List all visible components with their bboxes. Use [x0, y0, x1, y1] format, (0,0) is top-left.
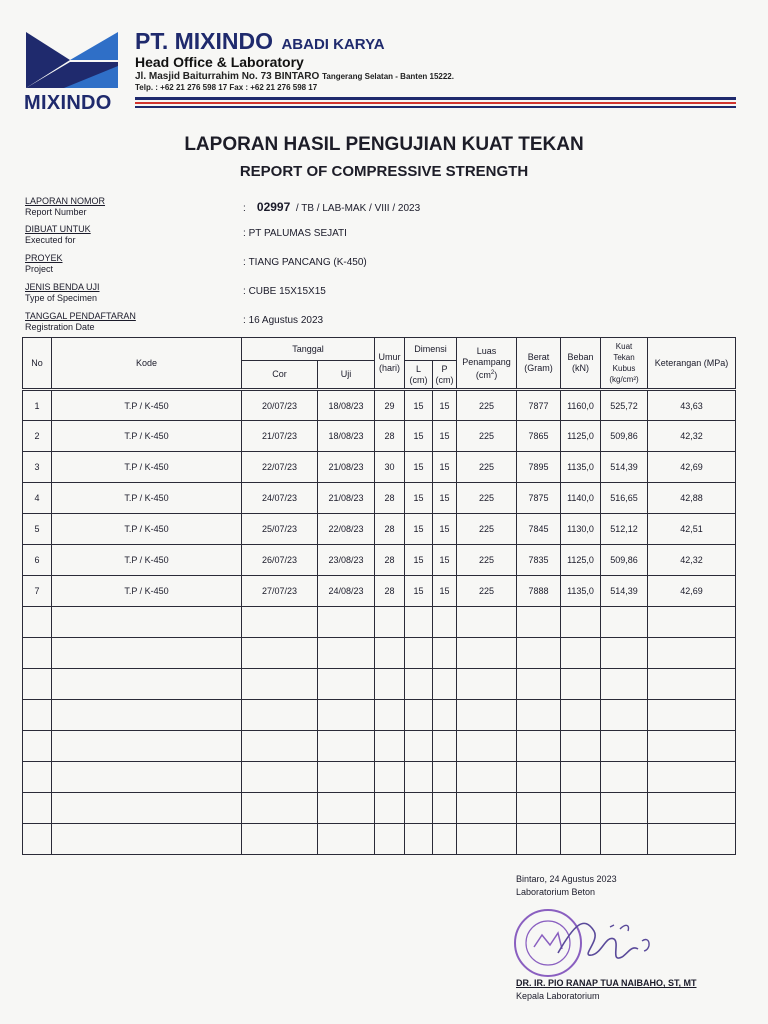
info-report-number [25, 196, 745, 218]
company-phone: Telp. : +62 21 276 598 17 Fax : +62 21 276 598 17 [135, 83, 318, 92]
cell-kode: T.P / K-450 [52, 545, 242, 576]
info-label-en: Executed for [25, 235, 76, 245]
empty-table-row [23, 700, 736, 731]
cell-cor: 24/07/23 [242, 483, 318, 514]
empty-cell [561, 762, 601, 793]
cell-kuat: 516,65 [601, 483, 648, 514]
cell-p: 15 [433, 483, 457, 514]
cell-kuat: 509,86 [601, 545, 648, 576]
cell-kode: T.P / K-450 [52, 421, 242, 452]
results-table [22, 337, 736, 855]
empty-cell [433, 638, 457, 669]
cell-uji: 21/08/23 [318, 483, 375, 514]
cell-no: 4 [23, 483, 52, 514]
cell-beban: 1130,0 [561, 514, 601, 545]
empty-cell [457, 700, 517, 731]
empty-cell [242, 793, 318, 824]
info-value: : CUBE 15X15X15 [243, 286, 326, 297]
empty-cell [405, 762, 433, 793]
cell-berat: 7877 [517, 390, 561, 421]
col-header-tanggal: Tanggal [242, 338, 375, 361]
empty-cell [433, 731, 457, 762]
cell-cor: 20/07/23 [242, 390, 318, 421]
table-header [23, 338, 736, 390]
executed-for-value: PT PALUMAS SEJATI [248, 228, 347, 239]
company-name [135, 28, 385, 55]
empty-cell [433, 762, 457, 793]
empty-cell [405, 731, 433, 762]
cell-luas: 225 [457, 390, 517, 421]
luas-unit-text: (cm [475, 369, 491, 380]
empty-cell [52, 607, 242, 638]
empty-cell [517, 638, 561, 669]
empty-cell [375, 762, 405, 793]
cell-kode: T.P / K-450 [52, 514, 242, 545]
kuat-unit: (kg/cm²) [609, 375, 639, 384]
info-value: : PT PALUMAS SEJATI [243, 228, 347, 239]
info-value: : 02997 / TB / LAB-MAK / VIII / 2023 [243, 200, 421, 214]
cell-ket: 42,32 [648, 421, 736, 452]
cell-l: 15 [405, 514, 433, 545]
empty-cell [318, 700, 375, 731]
cell-kuat: 525,72 [601, 390, 648, 421]
empty-cell [242, 638, 318, 669]
umur-unit: (hari) [378, 363, 400, 373]
empty-cell [23, 793, 52, 824]
cell-beban: 1160,0 [561, 390, 601, 421]
cell-luas: 225 [457, 483, 517, 514]
cell-beban: 1135,0 [561, 576, 601, 607]
cell-beban: 1125,0 [561, 545, 601, 576]
col-header-umur [375, 338, 405, 390]
header-rule-navy [135, 97, 736, 100]
empty-cell [405, 669, 433, 700]
empty-table-row [23, 762, 736, 793]
empty-cell [23, 607, 52, 638]
cell-kode: T.P / K-450 [52, 452, 242, 483]
report-number-suffix: / TB / LAB-MAK / VIII / 2023 [295, 203, 421, 214]
empty-cell [517, 762, 561, 793]
empty-cell [375, 638, 405, 669]
empty-cell [375, 824, 405, 855]
info-label-id: PROYEK [25, 253, 63, 263]
col-header-no: No [23, 338, 52, 390]
empty-cell [517, 731, 561, 762]
empty-cell [457, 762, 517, 793]
empty-cell [561, 669, 601, 700]
cell-no: 2 [23, 421, 52, 452]
luas-label-1: Luas [476, 345, 497, 356]
table-row [23, 390, 736, 421]
cell-p: 15 [433, 545, 457, 576]
empty-cell [23, 700, 52, 731]
col-header-p [433, 361, 457, 390]
empty-cell [375, 607, 405, 638]
empty-cell [648, 762, 736, 793]
col-header-luas [457, 338, 517, 390]
cell-ket: 42,69 [648, 576, 736, 607]
info-label-id: DIBUAT UNTUK [25, 224, 91, 234]
cell-berat: 7845 [517, 514, 561, 545]
cell-kode: T.P / K-450 [52, 576, 242, 607]
cell-luas: 225 [457, 545, 517, 576]
empty-cell [601, 669, 648, 700]
info-registration-date [25, 311, 745, 333]
cell-l: 15 [405, 452, 433, 483]
registration-date-value: 16 Agustus 2023 [248, 315, 324, 326]
cell-uji: 21/08/23 [318, 452, 375, 483]
cell-l: 15 [405, 421, 433, 452]
cell-umur: 30 [375, 452, 405, 483]
empty-cell [648, 824, 736, 855]
empty-cell [517, 700, 561, 731]
col-header-uji: Uji [318, 361, 375, 390]
luas-unit [457, 368, 516, 381]
empty-cell [375, 700, 405, 731]
col-header-kuat [601, 338, 648, 390]
col-header-l [405, 361, 433, 390]
luas-unit-sup: 2 [490, 369, 495, 376]
empty-cell [433, 669, 457, 700]
empty-cell [318, 669, 375, 700]
company-name-sub: ABADI KARYA [281, 36, 385, 53]
info-value: : TIANG PANCANG (K-450) [243, 257, 367, 268]
empty-cell [318, 638, 375, 669]
empty-cell [52, 793, 242, 824]
info-label-en: Type of Specimen [25, 293, 98, 303]
empty-cell [23, 762, 52, 793]
col-header-beban [561, 338, 601, 390]
empty-cell [242, 700, 318, 731]
cell-kuat: 514,39 [601, 576, 648, 607]
signer-title: Kepala Laboratorium [516, 991, 600, 1001]
empty-cell [517, 669, 561, 700]
empty-cell [457, 638, 517, 669]
l-unit: (cm) [409, 374, 428, 385]
table-row [23, 452, 736, 483]
empty-cell [648, 700, 736, 731]
empty-cell [23, 824, 52, 855]
p-unit: (cm) [435, 374, 454, 385]
empty-cell [561, 700, 601, 731]
cell-cor: 26/07/23 [242, 545, 318, 576]
kuat-label-3: Kubus [612, 364, 636, 373]
cell-cor: 22/07/23 [242, 452, 318, 483]
empty-cell [242, 731, 318, 762]
p-label: P [441, 363, 448, 374]
empty-cell [648, 638, 736, 669]
empty-cell [318, 762, 375, 793]
col-header-dimensi: Dimensi [405, 338, 457, 361]
info-specimen [25, 282, 745, 304]
empty-cell [433, 607, 457, 638]
col-header-keterangan: Keterangan (MPa) [648, 338, 736, 390]
cell-no: 7 [23, 576, 52, 607]
place-date: Bintaro, 24 Agustus 2023 [516, 874, 617, 884]
empty-table-row [23, 638, 736, 669]
empty-cell [405, 793, 433, 824]
empty-cell [517, 607, 561, 638]
empty-cell [52, 638, 242, 669]
cell-umur: 28 [375, 545, 405, 576]
lab-name: Laboratorium Beton [516, 887, 596, 897]
empty-cell [648, 793, 736, 824]
cell-ket: 42,88 [648, 483, 736, 514]
cell-beban: 1125,0 [561, 421, 601, 452]
empty-cell [601, 824, 648, 855]
empty-cell [601, 607, 648, 638]
empty-cell [52, 669, 242, 700]
report-subtitle: REPORT OF COMPRESSIVE STRENGTH [239, 163, 529, 180]
empty-cell [457, 607, 517, 638]
empty-cell [433, 793, 457, 824]
empty-cell [601, 731, 648, 762]
cell-no: 5 [23, 514, 52, 545]
address-main: Jl. Masjid Baiturrahim No. 73 BINTARO [135, 71, 320, 82]
header-rule-red [135, 102, 736, 104]
company-logo [24, 30, 122, 115]
cell-p: 15 [433, 514, 457, 545]
luas-label-2: Penampang [462, 356, 511, 367]
empty-cell [405, 700, 433, 731]
empty-cell [23, 638, 52, 669]
cell-berat: 7865 [517, 421, 561, 452]
cell-uji: 18/08/23 [318, 390, 375, 421]
empty-cell [52, 700, 242, 731]
cell-ket: 42,69 [648, 452, 736, 483]
cell-l: 15 [405, 483, 433, 514]
mixindo-logo-icon [24, 30, 120, 90]
kuat-label-2: Tekan [613, 353, 635, 362]
cell-cor: 21/07/23 [242, 421, 318, 452]
cell-cor: 25/07/23 [242, 514, 318, 545]
cell-luas: 225 [457, 514, 517, 545]
empty-cell [457, 793, 517, 824]
info-label-en: Project [25, 264, 54, 274]
empty-cell [242, 762, 318, 793]
address-sub: Tangerang Selatan - Banten 15222. [322, 72, 454, 81]
cell-beban: 1135,0 [561, 452, 601, 483]
cell-p: 15 [433, 576, 457, 607]
cell-berat: 7888 [517, 576, 561, 607]
cell-p: 15 [433, 390, 457, 421]
empty-table-row [23, 731, 736, 762]
table-row [23, 545, 736, 576]
luas-unit-close: ) [494, 369, 498, 380]
empty-cell [375, 731, 405, 762]
cell-uji: 18/08/23 [318, 421, 375, 452]
empty-cell [52, 731, 242, 762]
empty-cell [242, 824, 318, 855]
cell-berat: 7875 [517, 483, 561, 514]
empty-cell [517, 824, 561, 855]
empty-cell [601, 700, 648, 731]
empty-cell [561, 731, 601, 762]
empty-cell [648, 607, 736, 638]
beban-unit: (kN) [572, 363, 590, 373]
empty-cell [601, 638, 648, 669]
cell-no: 3 [23, 452, 52, 483]
empty-cell [561, 793, 601, 824]
info-label-id: JENIS BENDA UJI [25, 282, 100, 292]
empty-cell [601, 762, 648, 793]
cell-l: 15 [405, 545, 433, 576]
empty-cell [375, 793, 405, 824]
cell-no: 1 [23, 390, 52, 421]
cell-l: 15 [405, 390, 433, 421]
header-rule-navy-2 [135, 106, 736, 108]
logo-wordmark: MIXINDO [24, 92, 112, 114]
cell-umur: 28 [375, 483, 405, 514]
empty-cell [601, 793, 648, 824]
cell-cor: 27/07/23 [242, 576, 318, 607]
info-label-en: Report Number [25, 207, 87, 217]
company-address [135, 71, 454, 82]
cell-umur: 28 [375, 421, 405, 452]
info-label-id: TANGGAL PENDAFTARAN [25, 311, 136, 321]
empty-table-row [23, 793, 736, 824]
empty-cell [433, 824, 457, 855]
empty-cell [23, 731, 52, 762]
beban-label: Beban [567, 352, 594, 362]
head-office-label: Head Office & Laboratory [135, 54, 304, 70]
col-header-berat [517, 338, 561, 390]
empty-cell [648, 669, 736, 700]
cell-kuat: 514,39 [601, 452, 648, 483]
empty-cell [561, 607, 601, 638]
signer-name: DR. IR. PIO RANAP TUA NAIBAHO, ST, MT [516, 978, 697, 988]
cell-umur: 29 [375, 390, 405, 421]
l-label: L [415, 363, 421, 374]
table-row [23, 483, 736, 514]
table-body [23, 390, 736, 855]
empty-table-row [23, 824, 736, 855]
report-title: LAPORAN HASIL PENGUJIAN KUAT TEKAN [184, 134, 584, 155]
empty-cell [517, 793, 561, 824]
cell-kuat: 509,86 [601, 421, 648, 452]
company-name-main: PT. MIXINDO [135, 28, 274, 54]
berat-label: Berat [527, 352, 550, 362]
empty-cell [561, 638, 601, 669]
cell-kode: T.P / K-450 [52, 390, 242, 421]
empty-cell [52, 762, 242, 793]
cell-luas: 225 [457, 452, 517, 483]
empty-table-row [23, 669, 736, 700]
report-number: 02997 [256, 200, 291, 214]
cell-umur: 28 [375, 576, 405, 607]
info-label-en: Registration Date [25, 322, 95, 332]
empty-cell [242, 669, 318, 700]
empty-cell [318, 793, 375, 824]
empty-cell [318, 824, 375, 855]
info-label-id: LAPORAN NOMOR [25, 196, 106, 206]
table-row [23, 514, 736, 545]
cell-no: 6 [23, 545, 52, 576]
empty-cell [23, 669, 52, 700]
cell-ket: 42,32 [648, 545, 736, 576]
empty-cell [375, 669, 405, 700]
empty-cell [405, 638, 433, 669]
cell-uji: 24/08/23 [318, 576, 375, 607]
cell-berat: 7895 [517, 452, 561, 483]
empty-cell [405, 824, 433, 855]
empty-cell [457, 669, 517, 700]
empty-cell [433, 700, 457, 731]
empty-cell [561, 824, 601, 855]
col-header-cor: Cor [242, 361, 318, 390]
empty-cell [648, 731, 736, 762]
empty-cell [457, 824, 517, 855]
specimen-value: CUBE 15X15X15 [248, 286, 326, 297]
cell-ket: 42,51 [648, 514, 736, 545]
cell-p: 15 [433, 421, 457, 452]
info-project [25, 253, 745, 275]
cell-uji: 22/08/23 [318, 514, 375, 545]
empty-table-row [23, 607, 736, 638]
berat-unit: (Gram) [524, 363, 553, 373]
cell-l: 15 [405, 576, 433, 607]
empty-cell [242, 607, 318, 638]
info-value: : 16 Agustus 2023 [243, 315, 324, 326]
cell-ket: 43,63 [648, 390, 736, 421]
cell-beban: 1140,0 [561, 483, 601, 514]
cell-luas: 225 [457, 421, 517, 452]
project-value: TIANG PANCANG (K-450) [248, 257, 367, 268]
cell-umur: 28 [375, 514, 405, 545]
empty-cell [52, 824, 242, 855]
table-row [23, 576, 736, 607]
cell-berat: 7835 [517, 545, 561, 576]
cell-luas: 225 [457, 576, 517, 607]
cell-kode: T.P / K-450 [52, 483, 242, 514]
col-header-kode: Kode [52, 338, 242, 390]
kuat-label-1: Kuat [615, 342, 633, 351]
table-row [23, 421, 736, 452]
empty-cell [318, 731, 375, 762]
cell-p: 15 [433, 452, 457, 483]
cell-uji: 23/08/23 [318, 545, 375, 576]
info-executed-for [25, 224, 745, 246]
empty-cell [318, 607, 375, 638]
empty-cell [405, 607, 433, 638]
umur-label: Umur [378, 352, 401, 362]
empty-cell [457, 731, 517, 762]
stamp-signature-icon [510, 905, 660, 985]
cell-kuat: 512,12 [601, 514, 648, 545]
